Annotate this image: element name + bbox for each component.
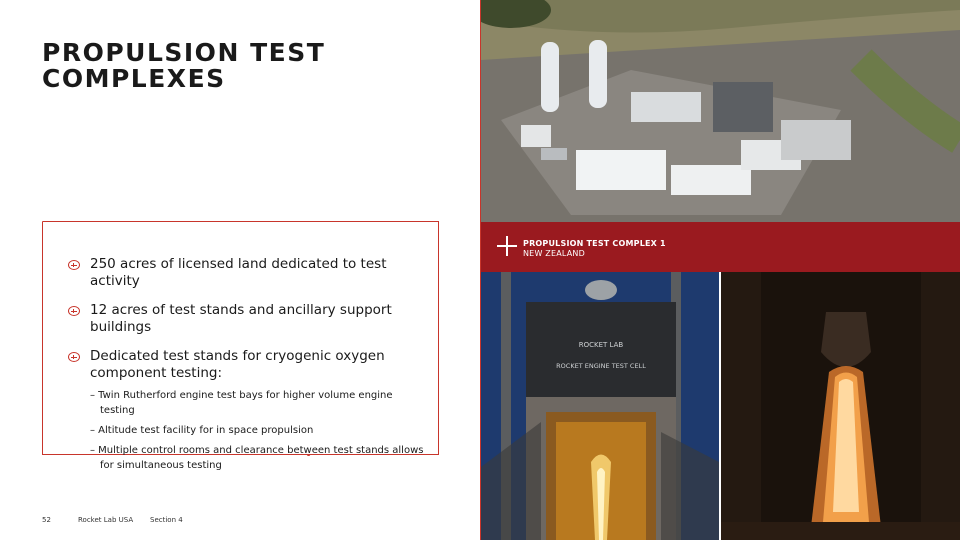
plus-circle-icon <box>68 260 80 270</box>
sub-bullet-item: – Altitude test facility for in space propulsion <box>90 425 314 436</box>
engine-test-cell-photo <box>481 272 719 540</box>
caption-title: PROPULSION TEST COMPLEX 1 <box>523 239 666 248</box>
page-title-line-1: PROPULSION TEST <box>42 38 326 67</box>
page-title-line-2: COMPLEXES <box>42 64 226 93</box>
page-number: 52 <box>42 516 51 524</box>
plus-circle-icon <box>68 306 80 316</box>
bullet-text: 12 acres of test stands and ancillary support buildings <box>90 302 392 335</box>
plus-icon <box>497 236 517 256</box>
bullet-item <box>68 302 428 336</box>
bullet-list <box>68 256 428 478</box>
bullet-item <box>68 256 428 290</box>
engine-firing-photo <box>721 272 960 540</box>
test-complex-aerial-photo <box>481 0 960 222</box>
footer-section: Section 4 <box>150 516 183 524</box>
sub-bullet-item: – Multiple control rooms and clearance between test stands allows for simultaneous testing <box>90 445 424 471</box>
footer-company: Rocket Lab USA <box>78 516 134 524</box>
sub-bullet-item: – Twin Rutherford engine test bays for higher volume engine testing <box>90 390 393 416</box>
bullet-item <box>68 348 428 382</box>
photo-brand-text: ROCKET LAB <box>578 341 624 349</box>
caption-subtitle: NEW ZEALAND <box>523 249 585 258</box>
bullet-text: Dedicated test stands for cryogenic oxygen component testing: <box>90 348 385 381</box>
plus-circle-icon <box>68 352 80 362</box>
bullet-text: 250 acres of licensed land dedicated to test activity <box>90 256 387 289</box>
sub-bullet-list <box>90 388 428 473</box>
page-title <box>42 40 325 92</box>
photo-cell-text: ROCKET ENGINE TEST CELL <box>556 362 646 370</box>
